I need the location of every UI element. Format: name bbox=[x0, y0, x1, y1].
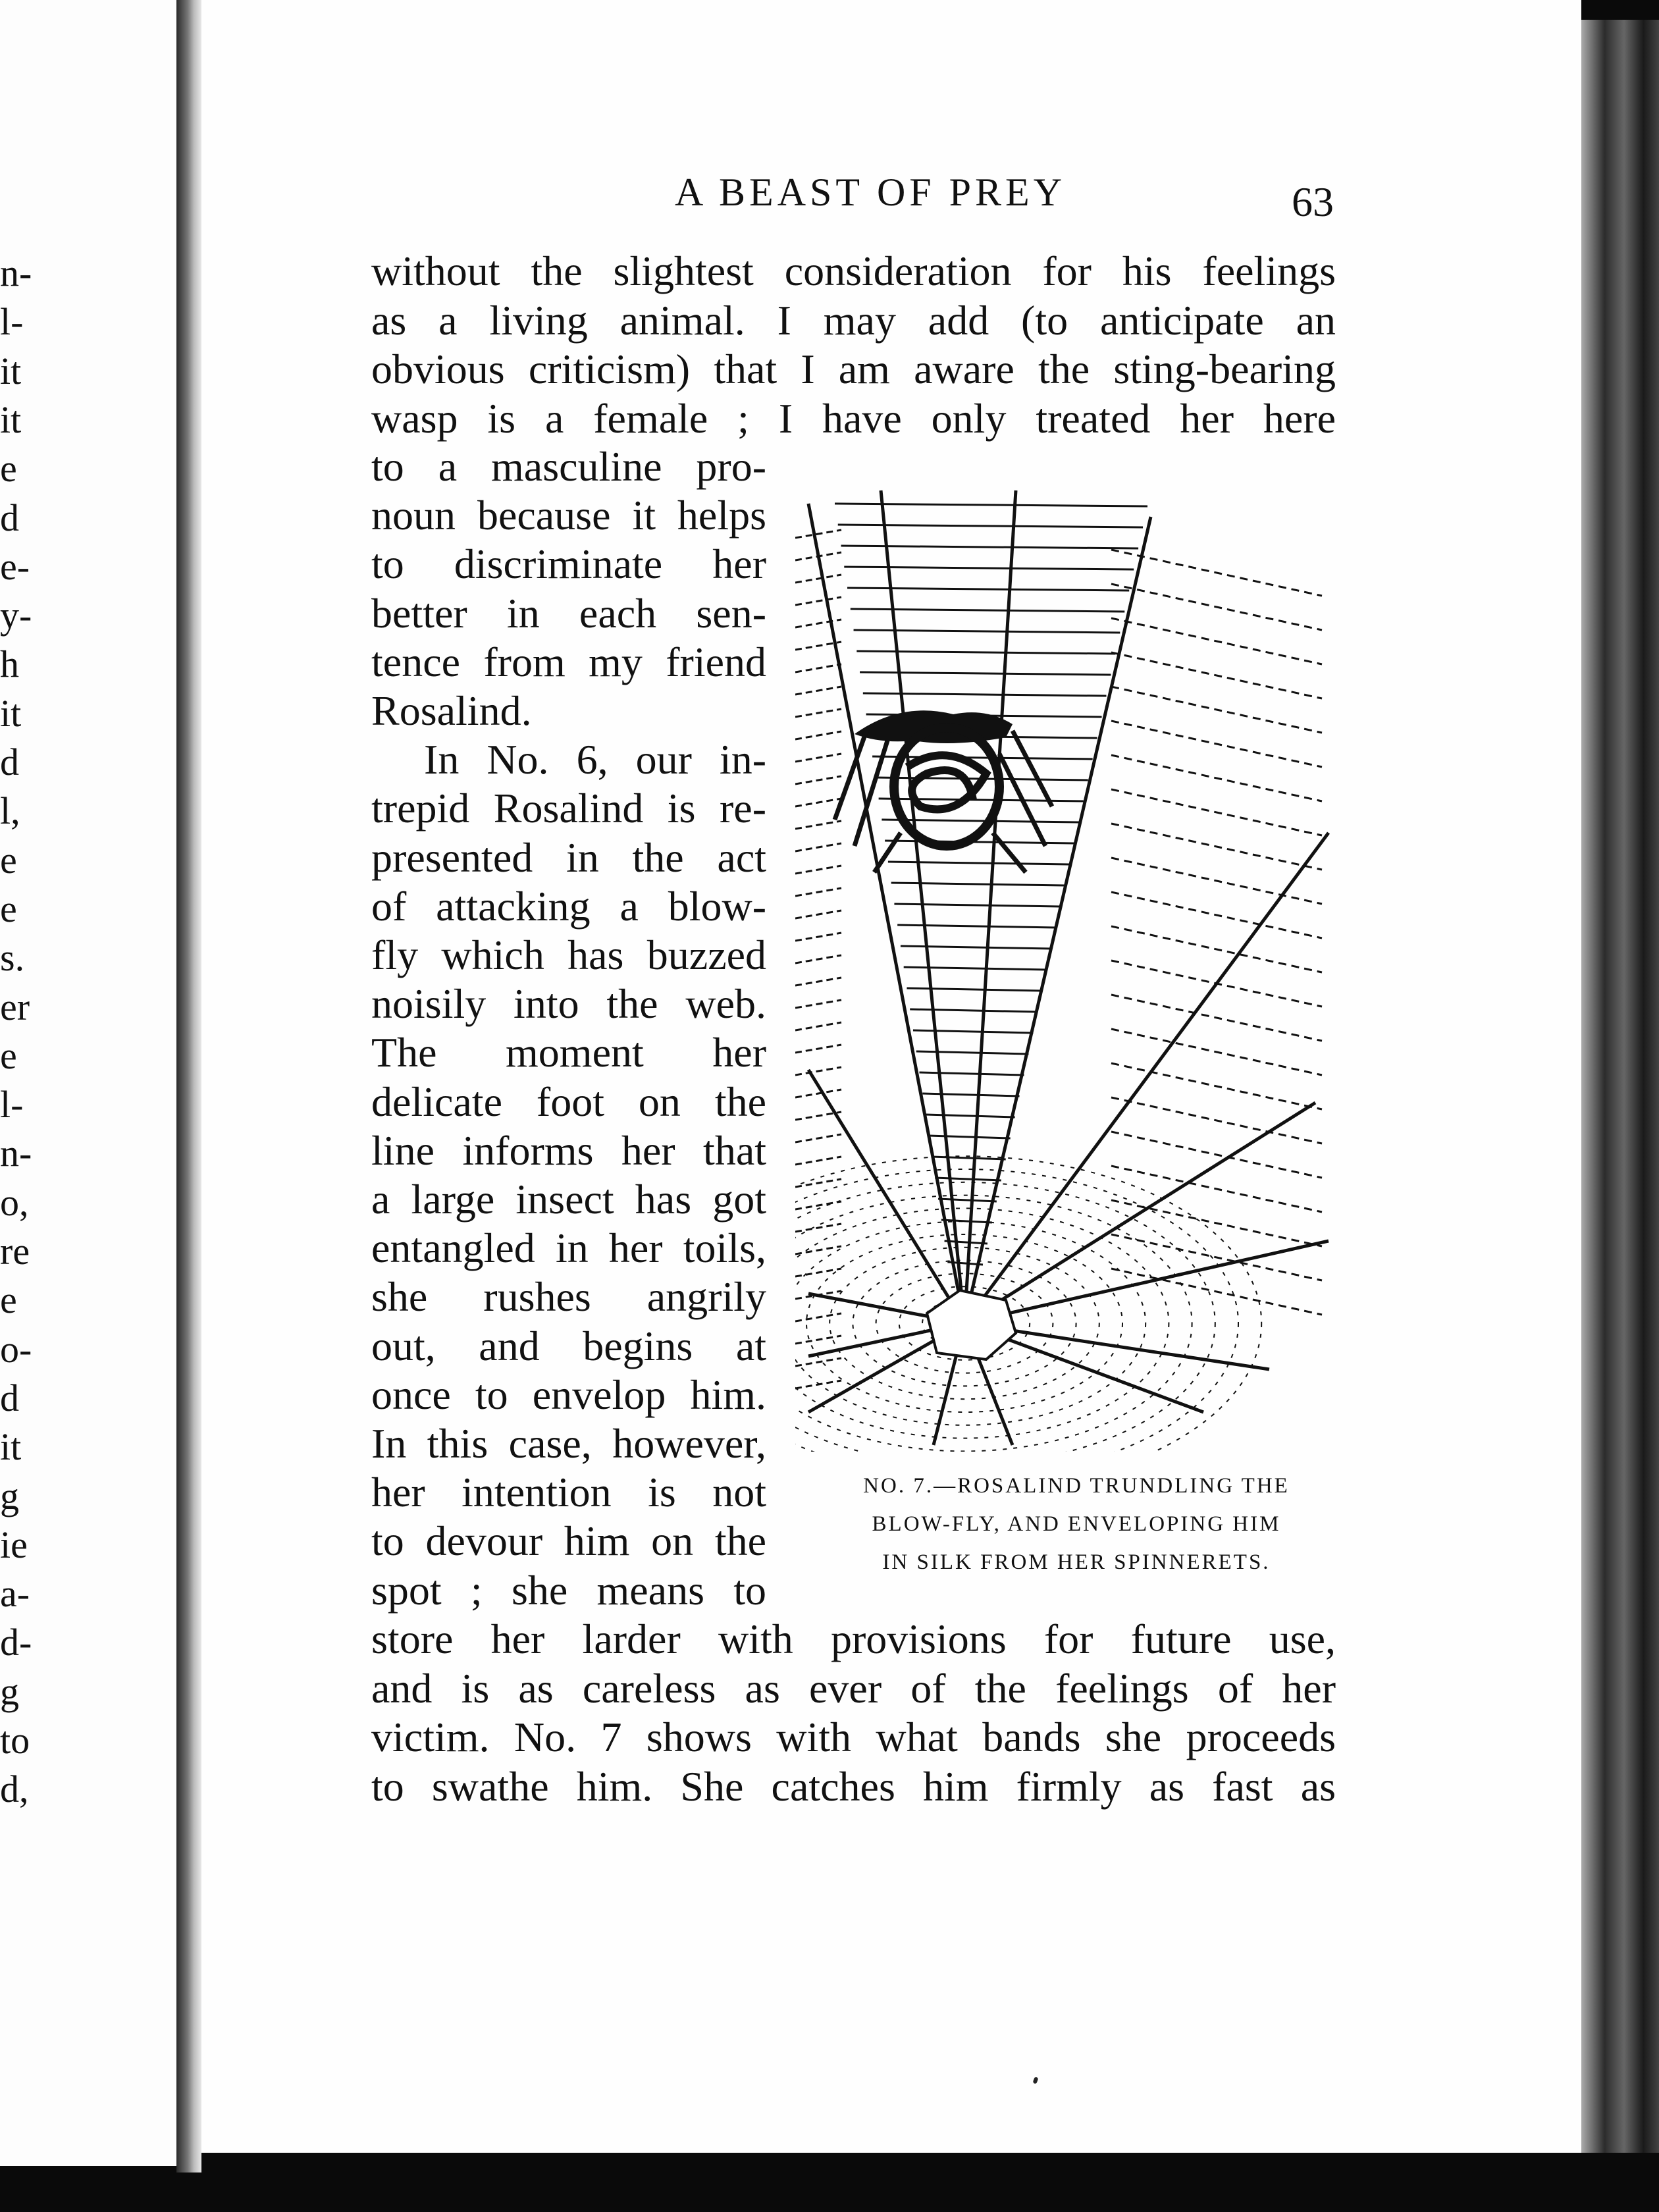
web-thread bbox=[1111, 1097, 1322, 1144]
facing-page-text: d bbox=[0, 496, 19, 539]
web-thread bbox=[863, 693, 1107, 696]
web-thread bbox=[795, 955, 841, 963]
text-line: victim. No. 7 shows with what bands she proceeds bbox=[371, 1714, 1336, 1760]
facing-page-text: e bbox=[0, 1034, 17, 1077]
facing-page-text: er bbox=[0, 985, 30, 1028]
web-thread bbox=[1111, 1029, 1322, 1075]
web-thread bbox=[888, 862, 1070, 864]
web-thread bbox=[1111, 1063, 1322, 1109]
web-thread bbox=[1111, 1132, 1322, 1178]
facing-page-text: it bbox=[0, 349, 22, 392]
facing-page-text: ie bbox=[0, 1523, 28, 1566]
facing-page-text: d bbox=[0, 741, 19, 783]
web-thread bbox=[1111, 755, 1322, 801]
page-number: 63 bbox=[1292, 178, 1334, 225]
web-thread bbox=[904, 967, 1047, 970]
figure-caption bbox=[813, 1467, 1340, 1581]
running-head: A BEAST OF PREY bbox=[675, 171, 1066, 214]
text-line: tence from my friend bbox=[371, 638, 766, 685]
text-line: wasp is a female ; I have only treated her here bbox=[371, 394, 1336, 442]
facing-page-text: d bbox=[0, 1376, 19, 1419]
web-thread bbox=[795, 1022, 841, 1030]
web-thread bbox=[1111, 858, 1322, 904]
web-thread bbox=[922, 1093, 1019, 1096]
text-line: better in each sen- bbox=[371, 589, 766, 637]
web-thread bbox=[1111, 721, 1322, 767]
caption-line: BLOW-FLY, AND ENVELOPING HIM bbox=[872, 1512, 1281, 1536]
web-thread bbox=[897, 925, 1056, 928]
facing-page-text: g bbox=[0, 1474, 19, 1517]
text-line: noun because it helps bbox=[371, 492, 766, 539]
web-thread bbox=[795, 1246, 841, 1254]
facing-page-text: n- bbox=[0, 251, 32, 294]
facing-page-text: e- bbox=[0, 544, 30, 588]
web-thread bbox=[795, 1157, 841, 1165]
text-line: The moment her bbox=[371, 1029, 766, 1076]
web-thread bbox=[795, 754, 841, 762]
web-thread bbox=[795, 888, 841, 896]
facing-page-text: o- bbox=[0, 1327, 32, 1371]
web-thread bbox=[795, 597, 841, 605]
text-line: without the slightest consideration for his feelings bbox=[371, 248, 1336, 294]
facing-page-text: l, bbox=[0, 789, 20, 833]
web-thread bbox=[907, 988, 1042, 991]
web-thread bbox=[795, 664, 841, 672]
web-thread bbox=[1111, 584, 1322, 630]
text-line: spot ; she means to bbox=[371, 1566, 766, 1614]
facing-page-text: e bbox=[0, 1278, 17, 1322]
facing-page-text: l- bbox=[0, 300, 24, 344]
facing-page-text: l- bbox=[0, 1083, 24, 1126]
web-thread bbox=[1111, 789, 1322, 835]
web-thread bbox=[1111, 618, 1322, 664]
web-thread bbox=[808, 504, 964, 1323]
text-line: of attacking a blow- bbox=[371, 882, 766, 930]
facing-page-fragment bbox=[0, 0, 176, 2166]
text-line: her intention is not bbox=[371, 1469, 766, 1516]
web-thread bbox=[938, 1199, 997, 1201]
web-thread bbox=[795, 1381, 841, 1388]
web-thread bbox=[1111, 1234, 1322, 1280]
silk-bands bbox=[907, 755, 986, 809]
facing-page-text: n- bbox=[0, 1132, 32, 1175]
web-thread bbox=[795, 821, 841, 829]
web-thread bbox=[891, 883, 1065, 885]
spider-leg bbox=[874, 833, 901, 872]
web-thread bbox=[795, 1067, 841, 1075]
text-line: Rosalind. bbox=[371, 687, 532, 734]
web-thread bbox=[1111, 687, 1322, 733]
text-line: she rushes angrily bbox=[371, 1273, 766, 1321]
web-thread bbox=[795, 776, 841, 784]
text-line: store her larder with provisions for future use, bbox=[371, 1616, 1336, 1662]
page-edge-shadow bbox=[1581, 20, 1659, 2153]
web-thread bbox=[795, 1224, 841, 1232]
web-thread bbox=[882, 820, 1078, 822]
facing-page-text: o, bbox=[0, 1180, 29, 1224]
text-line: In No. 6, our in- bbox=[424, 736, 766, 783]
web-thread bbox=[795, 1045, 841, 1053]
web-thread bbox=[795, 978, 841, 986]
web-thread bbox=[795, 709, 841, 717]
web-thread bbox=[795, 1000, 841, 1008]
web-thread bbox=[795, 799, 841, 806]
spider-leg bbox=[993, 833, 1026, 872]
facing-page-text: e bbox=[0, 447, 17, 490]
web-thread bbox=[916, 1051, 1029, 1054]
web-thread bbox=[795, 687, 841, 695]
web-thread bbox=[935, 1178, 1001, 1180]
web-thread bbox=[795, 1313, 841, 1321]
facing-page-text: d- bbox=[0, 1621, 32, 1664]
text-line: noisily into the web. bbox=[371, 980, 766, 1028]
facing-page-text: y- bbox=[0, 594, 32, 637]
text-line: obvious criticism) that I am aware the sting-bearing bbox=[371, 346, 1336, 392]
web-thread bbox=[795, 731, 841, 739]
facing-page-text: s. bbox=[0, 936, 25, 980]
book-gutter bbox=[176, 0, 201, 2172]
web-hub bbox=[927, 1290, 1016, 1359]
web-thread bbox=[929, 1136, 1011, 1138]
text-line: fly which has buzzed bbox=[371, 932, 766, 978]
text-line: entangled in her toils, bbox=[371, 1224, 766, 1272]
facing-page-text: h bbox=[0, 643, 19, 686]
web-thread bbox=[879, 799, 1084, 801]
web-thread bbox=[964, 1103, 1315, 1323]
web-thread bbox=[795, 1090, 841, 1097]
text-line: once to envelop him. bbox=[371, 1371, 766, 1418]
facing-page-text: g bbox=[0, 1670, 19, 1713]
text-line: delicate foot on the bbox=[371, 1078, 766, 1125]
text-line: to devour him on the bbox=[371, 1517, 766, 1565]
facing-page-text: to bbox=[0, 1719, 30, 1762]
web-thread bbox=[901, 946, 1051, 949]
text-line: to a masculine pro- bbox=[371, 443, 766, 490]
web-thread bbox=[1111, 1269, 1322, 1315]
text-line: as a living animal. I may add (to anticipate an bbox=[371, 296, 1336, 344]
facing-page-text: it bbox=[0, 1425, 22, 1469]
web-thread bbox=[1111, 995, 1322, 1041]
web-thread bbox=[913, 1030, 1033, 1033]
web-thread bbox=[1111, 961, 1322, 1007]
web-thread bbox=[1111, 824, 1322, 870]
web-thread bbox=[795, 530, 841, 538]
web-thread bbox=[795, 910, 841, 918]
text-line: trepid Rosalind is re- bbox=[371, 785, 766, 832]
web-thread bbox=[932, 1157, 1006, 1159]
spider-with-blowfly bbox=[835, 710, 1052, 872]
spider-web-illustration bbox=[795, 477, 1338, 1452]
text-line: out, and begins at bbox=[371, 1322, 766, 1369]
web-thread bbox=[881, 490, 964, 1323]
web-thread bbox=[1111, 652, 1322, 698]
facing-page-text: it bbox=[0, 691, 22, 735]
spider-leg bbox=[835, 727, 868, 820]
web-thread bbox=[1111, 550, 1322, 596]
facing-page-text: re bbox=[0, 1230, 30, 1273]
web-thread bbox=[795, 866, 841, 874]
facing-page-text: e bbox=[0, 838, 17, 882]
text-line: line informs her that bbox=[371, 1126, 766, 1174]
text-line: and is as careless as ever of the feelings of her bbox=[371, 1664, 1336, 1712]
text-line: presented in the act bbox=[371, 833, 766, 881]
web-thread bbox=[919, 1072, 1024, 1075]
facing-page-text: d, bbox=[0, 1768, 29, 1811]
facing-page-text: a- bbox=[0, 1572, 30, 1616]
facing-page-text: it bbox=[0, 398, 22, 441]
web-thread bbox=[964, 517, 1151, 1323]
web-thread bbox=[795, 1358, 841, 1366]
text-line: to swathe him. She catches him firmly as fast as bbox=[371, 1762, 1336, 1810]
web-thread bbox=[1111, 892, 1322, 938]
web-thread bbox=[926, 1115, 1015, 1117]
web-thread bbox=[795, 619, 841, 627]
web-thread bbox=[795, 843, 841, 851]
web-thread bbox=[1111, 926, 1322, 972]
web-thread bbox=[894, 904, 1061, 907]
caption-line: NO. 7.—ROSALIND TRUNDLING THE bbox=[863, 1474, 1290, 1498]
web-thread bbox=[964, 490, 1016, 1323]
web-thread bbox=[795, 575, 841, 583]
text-line: to discriminate her bbox=[371, 540, 766, 588]
web-thread bbox=[910, 1009, 1038, 1012]
text-line: In this case, however, bbox=[371, 1420, 766, 1467]
web-thread bbox=[860, 672, 1111, 675]
facing-page-text: e bbox=[0, 887, 17, 930]
web-thread bbox=[795, 933, 841, 941]
caption-line: IN SILK FROM HER SPINNERETS. bbox=[882, 1550, 1271, 1574]
web-thread bbox=[856, 651, 1115, 654]
text-line: a large insect has got bbox=[371, 1176, 766, 1223]
web-thread bbox=[795, 1134, 841, 1142]
